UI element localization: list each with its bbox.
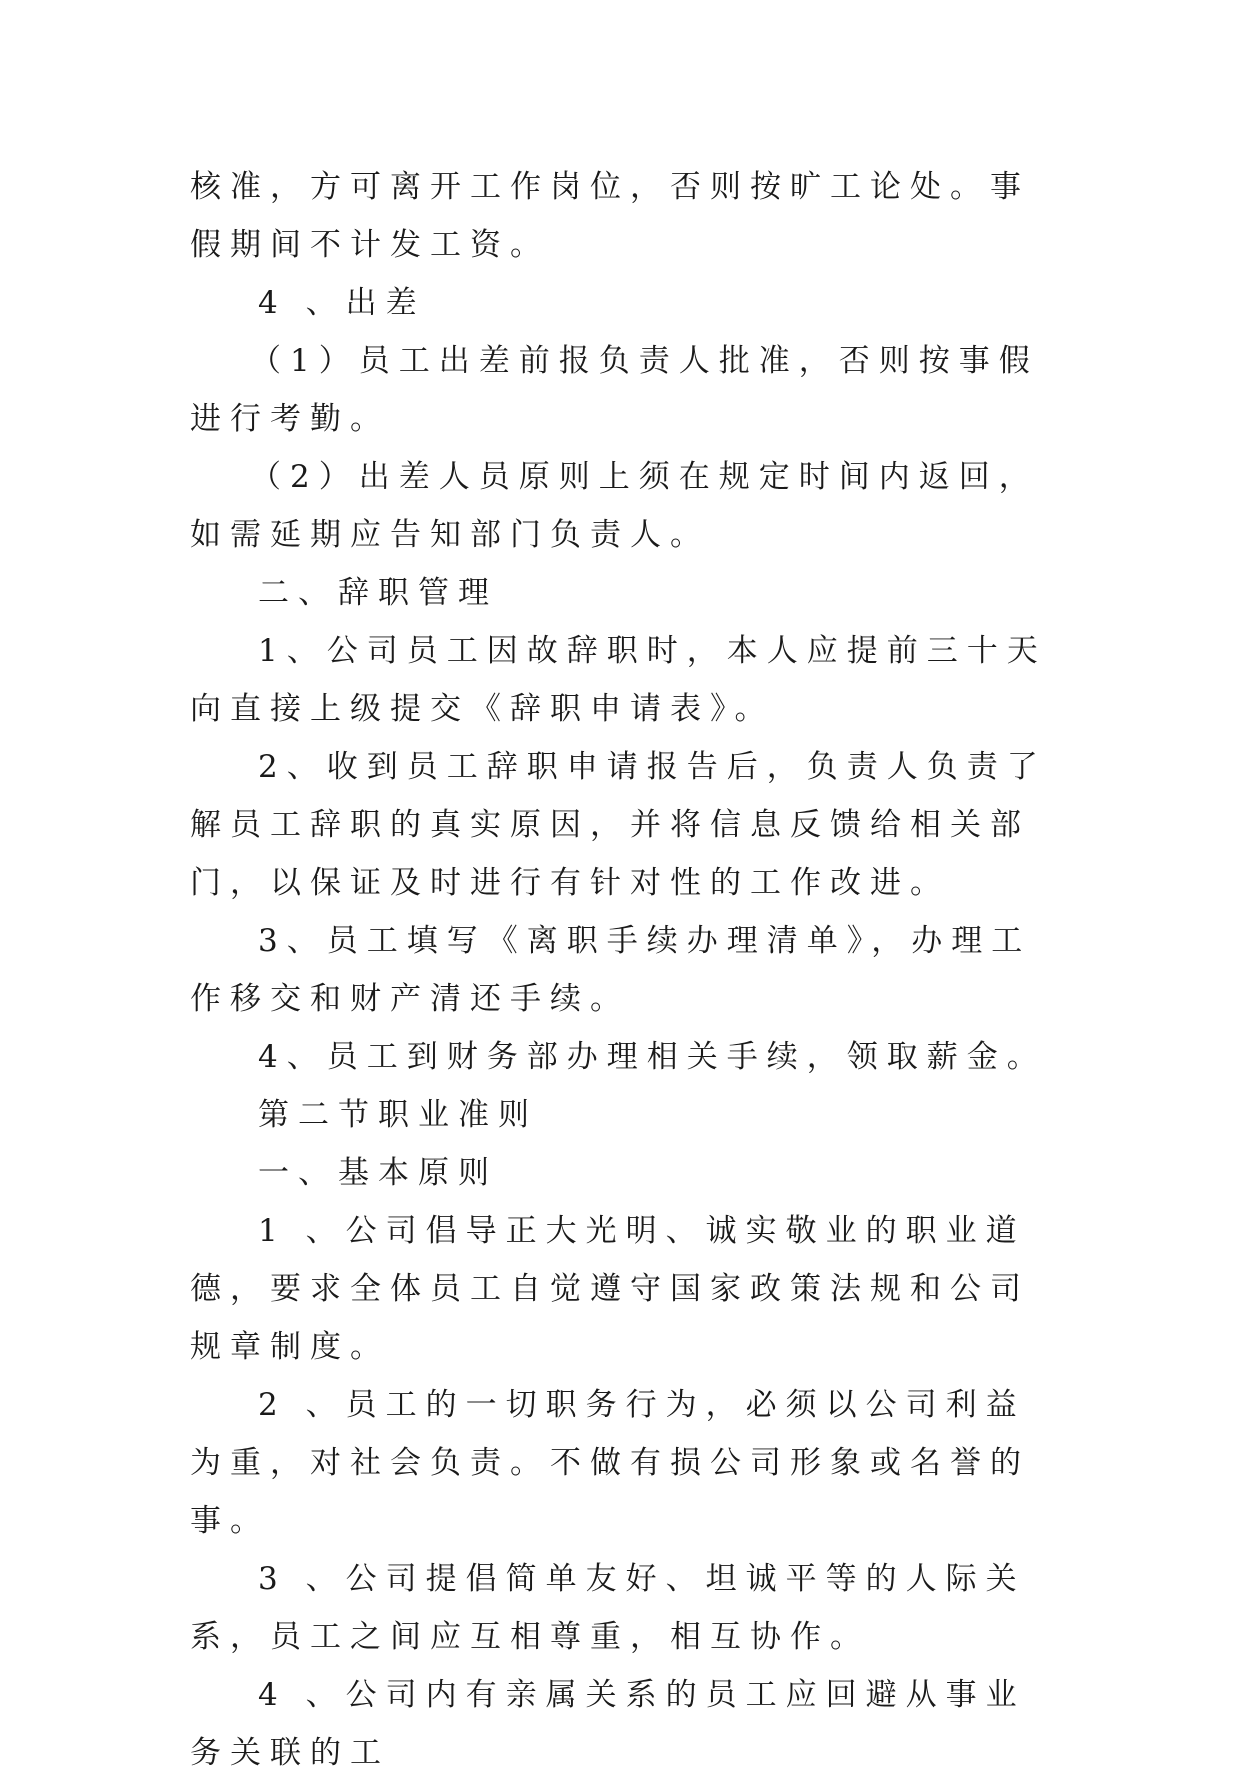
paragraph-principle-4: 4 、公司内有亲属关系的员工应回避从事业务关联的工 [190, 1677, 1026, 1771]
document-body [190, 158, 1058, 1782]
heading-resignation-management: 二、辞职管理 [258, 575, 498, 611]
paragraph-resignation-salary: 4、员工到财务部办理相关手续，领取薪金。 [258, 1039, 1047, 1075]
heading-basic-principles: 一、基本原则 [258, 1155, 498, 1191]
paragraph-leave-approval: 核准，方可离开工作岗位，否则按旷工论处。事假期间不计发工资。 [190, 169, 1030, 263]
heading-section-two: 第二节职业准则 [258, 1097, 538, 1133]
paragraph-resignation-review: 2、收到员工辞职申请报告后，负责人负责了解员工辞职的真实原因，并将信息反馈给相关部门，以保证及时进行有针对性的工作改进。 [190, 749, 1047, 901]
paragraph-principle-2: 2 、员工的一切职务行为，必须以公司利益为重，对社会负责。不做有损公司形象或名誉的事。 [190, 1387, 1030, 1539]
paragraph-trip-approval: （1）员工出差前报负责人批准，否则按事假进行考勤。 [190, 343, 1039, 437]
paragraph-trip-return: （2）出差人员原则上须在规定时间内返回，如需延期应告知部门负责人。 [190, 459, 1039, 553]
paragraph-principle-3: 3 、公司提倡简单友好、坦诚平等的人际关系，员工之间应互相尊重，相互协作。 [190, 1561, 1026, 1655]
paragraph-principle-1: 1 、公司倡导正大光明、诚实敬业的职业道德，要求全体员工自觉遵守国家政策法规和公司规章制度。 [190, 1213, 1030, 1365]
heading-business-trip: 4 、出差 [258, 285, 426, 321]
paragraph-resignation-checklist: 3、员工填写《离职手续办理清单》，办理工作移交和财产清还手续。 [190, 923, 1032, 1017]
paragraph-resignation-notice: 1、公司员工因故辞职时，本人应提前三十天向直接上级提交《辞职申请表》。 [190, 633, 1047, 727]
